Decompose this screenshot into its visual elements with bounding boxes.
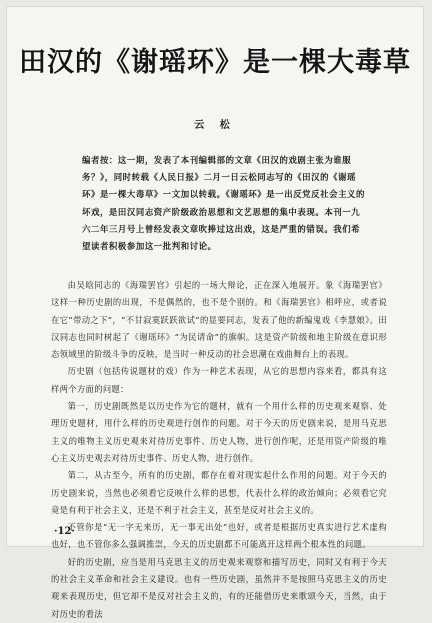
editor-note-lead: 编者按： [82,155,118,165]
author-name: 云 松 [194,120,236,131]
body-paragraph: 不管你是“无一字无来历，无一事无出处”也好，或者是根据历史真实进行艺术虚构也好，也不管你多么强调推崇，今天的历史剧都不可能离开这样两个根本性的问题。 [51,522,387,550]
editor-note [82,152,368,255]
document-page [6,6,424,619]
body-paragraph: 第二，从古至今，所有的历史剧，都存在着对现实起什么作用的问题。对于今天的历史剧来说，当然也必须看它反映什么样的思想，代表什么样的政治倾向；必须看它究竟是有利于社会主义，还是不利于社会主义，甚至是反对社会主义的。 [51,470,387,515]
body-paragraph: 由吴晗同志的《海瑞罢官》引起的一场大辩论，正在深入地展开。象《海瑞罢官》这样一种历史剧的出现，不是偶然的，也不是个别的。和《海瑞罢官》相呼应，或者说在它“带动之下”，“不甘寂寞跃跃欲试”的显要同志，发表了他的新编鬼戏《李慧娘》。田汉同志也同时树起了《谢瑶环》“为民请命”的旗帜。这是资产阶级和地主阶级在意识形态领域里的阶级斗争的反映，是当时一种反动的社会思潮在戏曲舞台上的表现。 [51,280,387,360]
body-paragraph: 历史剧（包括传说题材的戏）作为一种艺术表现，从它的思想内容来看，都具有这样两个方面的问题： [51,366,387,394]
editor-note-text: 这一期，发表了本刊编辑部的文章《田汉的戏剧主张为谁服务？》，同时转载《人民日报》二月一日云松同志写的《田汉的《谢瑶环》是一棵大毒草》一文加以转载。《谢瑶环》是一出反党反社会主义的坏戏，是田汉同志资产阶级政治思想和文艺思想的集中表现。本刊一九六二年三月号上曾经发表文章吹捧过这出戏，这是严重的错误。我们希望读者积极参加这一批判和讨论。 [82,155,366,252]
page-number: ·12· [54,526,75,537]
article-title: 田汉的《谢瑶环》是一棵大毒草 [19,47,411,78]
body-paragraph: 第一，历史剧既然是以历史作为它的题材，就有一个用什么样的历史观来观察、处理历史题材，用什么样的历史观进行创作的问题。对于今天的历史剧来说，是用马克思主义的唯物主义历史观来对待历史事件、历史人物，进行创作呢，还是用资产阶级的唯心主义历史观去对待历史事件、历史人物，进行创作。 [51,401,387,463]
article-body [51,277,387,623]
body-paragraph: 好的历史剧，应当是用马克思主义的历史观来观察和描写历史，同时又有利于今天的社会主义革命和社会主义建设。也有一些历史剧，虽然并不是按照马克思主义的历史观来表现历史，但它却不是反对社会主义的，有的还能借历史来歌颂今天，当然，由于对历史的看法 [51,556,387,619]
